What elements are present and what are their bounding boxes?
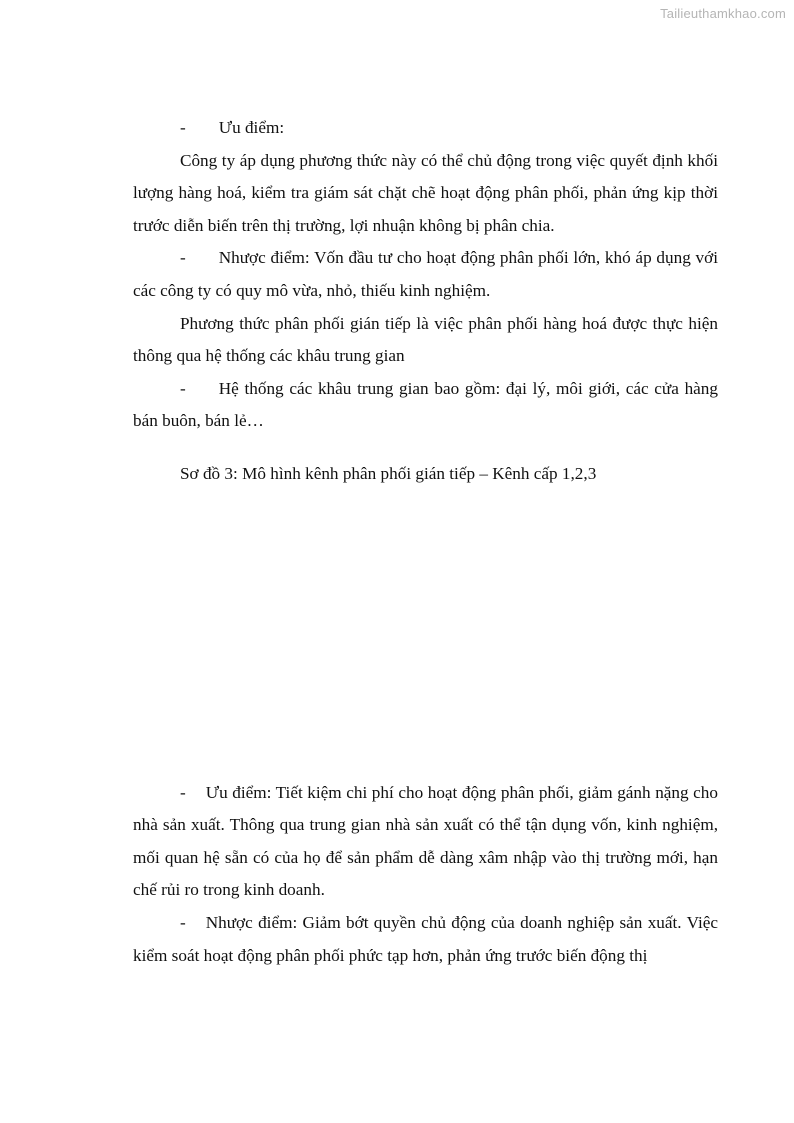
paragraph-indirect-definition: Phương thức phân phối gián tiếp là việc phân phối hàng hoá được thực hiện thông qua hệ thống các khâu trung gian <box>133 313 718 366</box>
diagram-caption: Sơ đồ 3: Mô hình kênh phân phối gián tiếp – Kênh cấp 1,2,3 <box>180 463 597 483</box>
diagram-placeholder <box>133 491 718 777</box>
bullet-dash: - <box>180 378 186 398</box>
bullet-dash: - <box>180 782 186 802</box>
bullet-advantages-indirect <box>133 777 718 907</box>
bullet-text: Nhược điểm: Vốn đầu tư cho hoạt động phân phối lớn, khó áp dụng với các công ty có quy mô vừa, nhỏ, thiếu kinh nghiệm. <box>133 248 718 300</box>
bullet-intermediaries <box>133 373 718 438</box>
bullet-dash: - <box>180 118 186 137</box>
bullet-advantages-direct <box>133 112 718 145</box>
bullet-text: Hệ thống các khâu trung gian bao gồm: đại lý, môi giới, các cửa hàng bán buôn, bán lẻ… <box>133 378 718 431</box>
bullet-text: Ưu điểm: Tiết kiệm chi phí cho hoạt động phân phối, giảm gánh nặng cho nhà sản xuất. Thông qua trung gian nhà sản xuất có thể tận dụng vốn, kinh nghiệm, mối quan hệ sẵn có của họ để sản phẩm dễ dàng xâm nhập vào thị trường mới, hạn chế rủi ro trong kinh doanh. <box>133 782 718 900</box>
bullet-text: Ưu điểm: <box>218 118 285 137</box>
document-page <box>133 112 718 972</box>
bullet-text: Nhược điểm: Giảm bớt quyền chủ động của doanh nghiệp sản xuất. Việc kiểm soát hoạt động phân phối phức tạp hơn, phản ứng trước biến động thị <box>133 912 718 965</box>
watermark: Tailieuthamkhao.com <box>660 6 786 21</box>
bullet-dash: - <box>180 912 186 932</box>
bullet-dash: - <box>180 248 186 268</box>
bullet-disadvantages-indirect <box>133 907 718 972</box>
paragraph-direct-benefits: Công ty áp dụng phương thức này có thể chủ động trong việc quyết định khối lượng hàng hoá, kiểm tra giám sát chặt chẽ hoạt động phân phối, phản ứng kịp thời trước diễn biến trên thị trường, lợi nhuận không bị phân chia. <box>133 150 718 235</box>
bullet-disadvantages-direct <box>133 242 718 307</box>
